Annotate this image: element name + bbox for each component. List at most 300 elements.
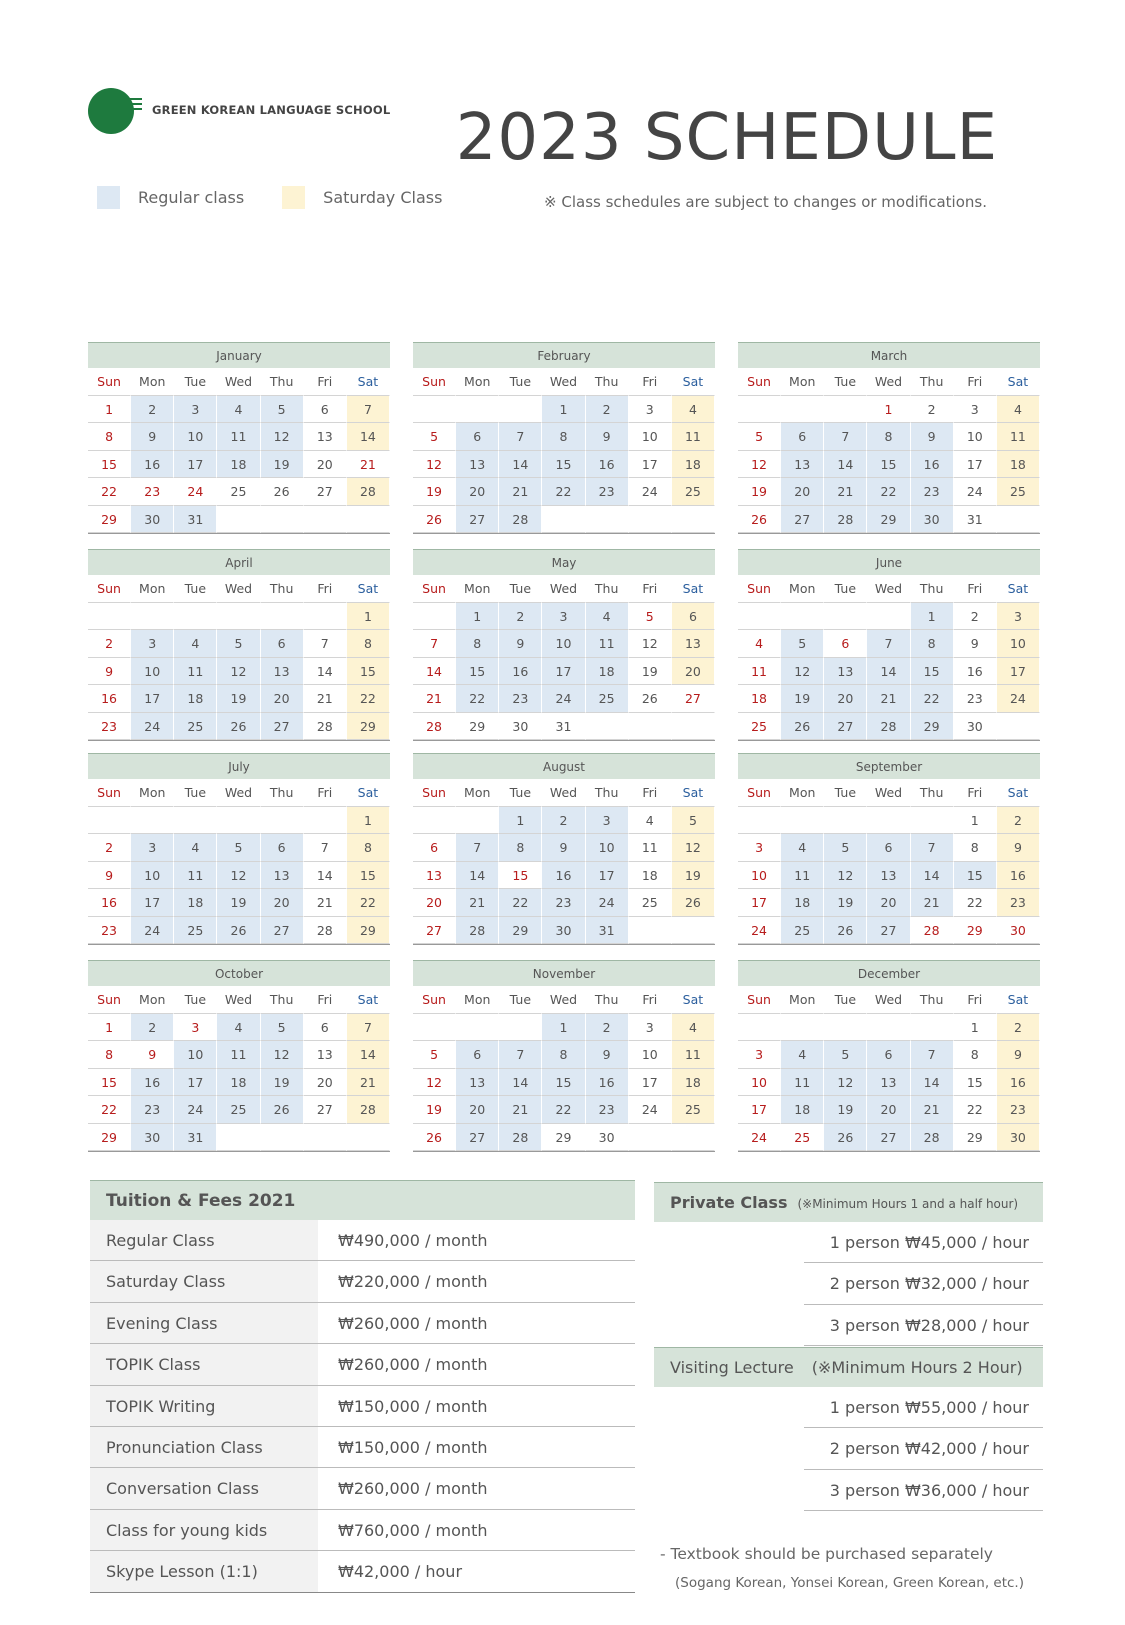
fee-label: TOPIK Class [90, 1344, 318, 1384]
calendar-day: 13 [867, 862, 910, 890]
weekday-header: Tue [174, 575, 217, 603]
calendar-day: 21 [304, 685, 347, 713]
calendar-empty-cell [456, 807, 499, 835]
calendar-day: 21 [911, 1096, 954, 1124]
weekday-header: Wed [867, 368, 910, 396]
calendar-day: 12 [261, 423, 304, 451]
fee-label: Evening Class [90, 1303, 318, 1343]
calendar-day: 2 [911, 396, 954, 424]
calendar-day: 22 [542, 478, 585, 506]
calendar-day: 23 [131, 478, 174, 506]
calendar-month [413, 753, 715, 945]
calendar-empty-cell [347, 1124, 390, 1152]
calendar-day: 20 [304, 451, 347, 479]
weekday-header: Tue [499, 779, 542, 807]
calendar-day: 5 [824, 834, 867, 862]
weekday-header: Wed [542, 575, 585, 603]
calendar-day: 31 [174, 1124, 217, 1152]
calendar-day: 16 [131, 451, 174, 479]
calendar-day: 19 [629, 658, 672, 686]
calendar-day: 18 [672, 1069, 715, 1097]
calendar-day: 18 [672, 451, 715, 479]
calendar-day: 31 [542, 713, 585, 741]
fee-row [90, 1261, 635, 1302]
calendar-day: 24 [954, 478, 997, 506]
calendar-day: 20 [867, 1096, 910, 1124]
weekday-header: Mon [781, 368, 824, 396]
calendar-day: 14 [304, 862, 347, 890]
calendar-day: 20 [413, 889, 456, 917]
calendar-day: 28 [347, 1096, 390, 1124]
calendar-day: 25 [217, 478, 260, 506]
weekday-header: Sat [347, 368, 390, 396]
weekday-header: Fri [954, 779, 997, 807]
calendar-day: 17 [997, 658, 1040, 686]
weekday-header: Tue [824, 368, 867, 396]
calendar-day: 3 [586, 807, 629, 835]
calendar-day: 11 [586, 630, 629, 658]
calendar-day: 1 [347, 807, 390, 835]
calendar-day: 23 [954, 685, 997, 713]
calendar-day: 11 [629, 834, 672, 862]
calendar-day: 6 [867, 834, 910, 862]
calendar-day: 10 [997, 630, 1040, 658]
month-name: February [413, 342, 715, 368]
calendar-day: 21 [824, 478, 867, 506]
calendar-day: 4 [629, 807, 672, 835]
weekday-header: Mon [456, 368, 499, 396]
calendar-day: 10 [954, 423, 997, 451]
calendar-day: 8 [911, 630, 954, 658]
calendar-day: 3 [954, 396, 997, 424]
calendar-day: 25 [174, 713, 217, 741]
calendar-day: 7 [499, 1041, 542, 1069]
calendar-empty-cell [131, 603, 174, 631]
calendar-day: 12 [738, 451, 781, 479]
calendar-day: 28 [499, 506, 542, 534]
tuition-fees-title: Tuition & Fees 2021 [90, 1180, 635, 1220]
fee-row [90, 1551, 635, 1592]
month-name: June [738, 549, 1040, 575]
calendar-day: 30 [911, 506, 954, 534]
calendar-day: 23 [586, 1096, 629, 1124]
calendar-day: 27 [867, 917, 910, 945]
calendar-day: 16 [542, 862, 585, 890]
weekday-header: Sun [88, 368, 131, 396]
calendar-day: 26 [217, 713, 260, 741]
calendar-day: 22 [911, 685, 954, 713]
calendar-day: 3 [629, 396, 672, 424]
calendar-day: 28 [304, 713, 347, 741]
calendar-day: 18 [217, 451, 260, 479]
calendar-empty-cell [738, 396, 781, 424]
calendar-day: 13 [456, 451, 499, 479]
calendar-day: 27 [261, 713, 304, 741]
calendar-day: 31 [954, 506, 997, 534]
calendar-day: 17 [174, 451, 217, 479]
weekday-header: Wed [867, 986, 910, 1014]
calendar-day: 29 [911, 713, 954, 741]
calendar-day: 23 [88, 917, 131, 945]
calendar-day: 28 [304, 917, 347, 945]
calendar-day: 18 [781, 889, 824, 917]
calendar-empty-cell [174, 807, 217, 835]
calendar-empty-cell [413, 1014, 456, 1042]
calendar-empty-cell [217, 807, 260, 835]
calendar-day: 2 [88, 630, 131, 658]
calendar-day: 24 [738, 917, 781, 945]
weekday-header: Tue [499, 986, 542, 1014]
calendar-empty-cell [413, 603, 456, 631]
weekday-header: Fri [954, 368, 997, 396]
calendar-day: 14 [347, 423, 390, 451]
calendar-day: 4 [217, 1014, 260, 1042]
calendar-day: 28 [911, 1124, 954, 1152]
fee-row [90, 1303, 635, 1344]
calendar-day: 7 [867, 630, 910, 658]
calendar-empty-cell [304, 807, 347, 835]
calendar-day: 11 [672, 1041, 715, 1069]
weekday-header: Thu [261, 779, 304, 807]
calendar-day: 6 [261, 834, 304, 862]
calendar-empty-cell [781, 1014, 824, 1042]
weekday-header: Tue [174, 986, 217, 1014]
weekday-header: Mon [131, 368, 174, 396]
calendar-day: 31 [174, 506, 217, 534]
calendar-day: 4 [781, 834, 824, 862]
weekday-header: Sat [347, 779, 390, 807]
calendar-day: 21 [499, 1096, 542, 1124]
calendar-day: 7 [824, 423, 867, 451]
weekday-header: Fri [954, 986, 997, 1014]
calendar-day: 3 [629, 1014, 672, 1042]
calendar-day: 4 [586, 603, 629, 631]
weekday-header: Sat [672, 368, 715, 396]
weekday-header: Thu [261, 575, 304, 603]
weekday-header: Sat [997, 368, 1040, 396]
calendar-day: 30 [586, 1124, 629, 1152]
weekday-header: Fri [304, 575, 347, 603]
calendar-day: 7 [347, 1014, 390, 1042]
visiting-lecture-header [654, 1347, 1043, 1387]
weekday-header: Mon [131, 575, 174, 603]
calendar-day: 25 [997, 478, 1040, 506]
fee-label: Class for young kids [90, 1510, 318, 1550]
calendar-empty-cell [867, 807, 910, 835]
calendar-day: 28 [867, 713, 910, 741]
calendar-day: 10 [131, 862, 174, 890]
calendar-day: 20 [261, 889, 304, 917]
calendar-day: 9 [88, 658, 131, 686]
calendar-day: 1 [499, 807, 542, 835]
weekday-header: Sat [347, 986, 390, 1014]
weekday-header: Mon [456, 779, 499, 807]
weekday-header: Wed [217, 779, 260, 807]
calendar-day: 7 [347, 396, 390, 424]
calendar-day: 11 [738, 658, 781, 686]
private-class-note: (※Minimum Hours 1 and a half hour) [797, 1197, 1019, 1211]
calendar-day: 8 [542, 1041, 585, 1069]
calendar-empty-cell [456, 396, 499, 424]
fee-label: Regular Class [90, 1220, 318, 1260]
fee-row [90, 1386, 635, 1427]
calendar-day: 11 [781, 862, 824, 890]
fee-value: ₩760,000 / month [338, 1520, 488, 1540]
private-rate-row: 2 person ₩32,000 / hour [804, 1263, 1043, 1304]
calendar-day: 26 [824, 1124, 867, 1152]
weekday-header: Fri [304, 986, 347, 1014]
weekday-header: Sat [347, 575, 390, 603]
month-name: April [88, 549, 390, 575]
calendar-day: 2 [997, 807, 1040, 835]
calendar-month [413, 960, 715, 1152]
calendar-empty-cell [672, 1124, 715, 1152]
calendar-day: 19 [413, 1096, 456, 1124]
calendar-day: 1 [88, 396, 131, 424]
calendar-day: 6 [456, 423, 499, 451]
logo-mark-icon [122, 98, 142, 118]
calendar-empty-cell [174, 603, 217, 631]
calendar-day: 29 [88, 1124, 131, 1152]
calendar-day: 8 [88, 1041, 131, 1069]
calendar-day: 1 [542, 396, 585, 424]
calendar-day: 8 [88, 423, 131, 451]
calendar-day: 15 [499, 862, 542, 890]
calendar-day: 30 [997, 917, 1040, 945]
calendar-day: 15 [347, 862, 390, 890]
calendar-empty-cell [738, 807, 781, 835]
calendar-day: 10 [174, 423, 217, 451]
calendar-day: 20 [456, 478, 499, 506]
calendar-day: 22 [456, 685, 499, 713]
calendar-day: 2 [131, 1014, 174, 1042]
calendar-day: 27 [672, 685, 715, 713]
visiting-lecture-title: Visiting Lecture [670, 1358, 794, 1377]
calendar-day: 29 [347, 917, 390, 945]
calendar-empty-cell [304, 603, 347, 631]
calendar-day: 22 [347, 889, 390, 917]
calendar-day: 30 [131, 506, 174, 534]
weekday-header: Sun [738, 779, 781, 807]
calendar-day: 14 [867, 658, 910, 686]
calendar-day: 6 [304, 1014, 347, 1042]
weekday-header: Mon [781, 779, 824, 807]
calendar-day: 30 [954, 713, 997, 741]
calendar-day: 17 [542, 658, 585, 686]
weekday-header: Mon [131, 986, 174, 1014]
calendar-day: 5 [217, 630, 260, 658]
calendar-day: 26 [261, 478, 304, 506]
calendar-day: 10 [629, 1041, 672, 1069]
calendar-month [88, 342, 390, 534]
calendar-day: 22 [347, 685, 390, 713]
calendar-day: 3 [131, 630, 174, 658]
weekday-header: Sun [738, 575, 781, 603]
fee-row [90, 1427, 635, 1468]
page-title: 2023 SCHEDULE [455, 101, 998, 175]
calendar-day: 12 [413, 1069, 456, 1097]
calendar-day: 8 [456, 630, 499, 658]
calendar-day: 17 [174, 1069, 217, 1097]
calendar-day: 18 [586, 658, 629, 686]
calendar-day: 26 [781, 713, 824, 741]
calendar-day: 17 [629, 1069, 672, 1097]
weekday-header: Sun [413, 575, 456, 603]
fee-value: ₩150,000 / month [338, 1396, 488, 1416]
calendar-day: 9 [586, 1041, 629, 1069]
calendar-month [88, 549, 390, 741]
calendar-day: 27 [456, 1124, 499, 1152]
calendar-day: 20 [261, 685, 304, 713]
calendar-empty-cell [217, 1124, 260, 1152]
weekday-header: Wed [542, 368, 585, 396]
visiting-rate-row: 3 person ₩36,000 / hour [804, 1470, 1043, 1511]
calendar-empty-cell [499, 396, 542, 424]
weekday-header: Thu [586, 575, 629, 603]
calendar-day: 12 [629, 630, 672, 658]
calendar-day: 23 [131, 1096, 174, 1124]
calendar-day: 23 [88, 713, 131, 741]
calendar-month [738, 549, 1040, 741]
calendar-day: 1 [88, 1014, 131, 1042]
calendar-day: 7 [413, 630, 456, 658]
private-rate-row: 3 person ₩28,000 / hour [804, 1305, 1043, 1346]
calendar-day: 24 [738, 1124, 781, 1152]
month-name: January [88, 342, 390, 368]
calendar-day: 10 [131, 658, 174, 686]
calendar-day: 13 [261, 658, 304, 686]
calendar-day: 5 [261, 1014, 304, 1042]
calendar-empty-cell [456, 1014, 499, 1042]
fee-label: Saturday Class [90, 1261, 318, 1301]
calendar-day: 17 [738, 1096, 781, 1124]
calendar-empty-cell [824, 1014, 867, 1042]
weekday-header: Sun [738, 368, 781, 396]
weekday-header: Mon [781, 986, 824, 1014]
calendar-day: 5 [781, 630, 824, 658]
calendar-day: 1 [456, 603, 499, 631]
calendar-day: 6 [824, 630, 867, 658]
calendar-day: 30 [997, 1124, 1040, 1152]
calendar-day: 14 [824, 451, 867, 479]
textbook-note: - Textbook should be purchased separately [660, 1545, 993, 1563]
visiting-rate-row: 2 person ₩42,000 / hour [804, 1428, 1043, 1469]
calendar-day: 4 [217, 396, 260, 424]
calendar-day: 15 [347, 658, 390, 686]
calendar-day: 16 [131, 1069, 174, 1097]
month-name: August [413, 753, 715, 779]
calendar-day: 28 [911, 917, 954, 945]
visiting-rate-row: 1 person ₩55,000 / hour [804, 1387, 1043, 1428]
calendar-day: 8 [347, 834, 390, 862]
calendar-empty-cell [781, 396, 824, 424]
calendar-day: 17 [131, 685, 174, 713]
calendar-day: 19 [824, 889, 867, 917]
weekday-header: Sat [997, 779, 1040, 807]
calendar-day: 28 [499, 1124, 542, 1152]
private-class-table [654, 1182, 1043, 1346]
calendar-day: 12 [217, 862, 260, 890]
month-name: October [88, 960, 390, 986]
calendar-day: 17 [131, 889, 174, 917]
calendar-day: 7 [911, 834, 954, 862]
weekday-header: Sat [997, 986, 1040, 1014]
calendar-day: 8 [499, 834, 542, 862]
calendar-day: 11 [174, 658, 217, 686]
weekday-header: Mon [456, 575, 499, 603]
calendar-day: 4 [997, 396, 1040, 424]
calendar-day: 25 [781, 1124, 824, 1152]
fee-value: ₩150,000 / month [338, 1437, 488, 1457]
fee-row [90, 1510, 635, 1551]
calendar-day: 6 [413, 834, 456, 862]
calendar-empty-cell [261, 807, 304, 835]
calendar-day: 6 [781, 423, 824, 451]
calendar-day: 14 [911, 1069, 954, 1097]
calendar-day: 22 [88, 478, 131, 506]
calendar-empty-cell [629, 506, 672, 534]
weekday-header: Thu [586, 986, 629, 1014]
calendar-day: 3 [738, 834, 781, 862]
calendar-day: 15 [954, 862, 997, 890]
legend-saturday-label: Saturday Class [323, 188, 443, 207]
schedule-notice: ※ Class schedules are subject to changes or modifications. [544, 193, 987, 211]
weekday-header: Sat [672, 575, 715, 603]
calendar-day: 4 [174, 630, 217, 658]
calendar-day: 19 [738, 478, 781, 506]
calendar-empty-cell [88, 807, 131, 835]
calendar-empty-cell [781, 807, 824, 835]
calendar-day: 25 [174, 917, 217, 945]
calendar-day: 8 [542, 423, 585, 451]
fee-value: ₩490,000 / month [338, 1231, 488, 1250]
calendar-day: 9 [88, 862, 131, 890]
calendar-empty-cell [88, 603, 131, 631]
calendar-day: 23 [911, 478, 954, 506]
calendar-day: 27 [824, 713, 867, 741]
calendar-day: 14 [911, 862, 954, 890]
visiting-lecture-table [654, 1347, 1043, 1511]
weekday-header: Sat [997, 575, 1040, 603]
calendar-day: 27 [456, 506, 499, 534]
calendar-day: 14 [347, 1041, 390, 1069]
calendar-empty-cell [304, 1124, 347, 1152]
calendar-day: 6 [456, 1041, 499, 1069]
calendar-empty-cell [413, 396, 456, 424]
calendar-day: 6 [261, 630, 304, 658]
month-name: July [88, 753, 390, 779]
fee-label: Skype Lesson (1:1) [90, 1551, 318, 1591]
calendar-empty-cell [824, 807, 867, 835]
calendar-empty-cell [672, 713, 715, 741]
calendar-day: 9 [131, 423, 174, 451]
calendar-day: 21 [499, 478, 542, 506]
calendar-day: 21 [413, 685, 456, 713]
calendar-day: 14 [456, 862, 499, 890]
month-name: December [738, 960, 1040, 986]
fee-label: Conversation Class [90, 1468, 318, 1508]
calendar-day: 29 [542, 1124, 585, 1152]
calendar-empty-cell [867, 603, 910, 631]
calendar-day: 26 [738, 506, 781, 534]
calendar-day: 15 [456, 658, 499, 686]
calendar-day: 7 [304, 834, 347, 862]
calendar-day: 19 [824, 1096, 867, 1124]
calendar-empty-cell [413, 807, 456, 835]
calendar-day: 5 [824, 1041, 867, 1069]
calendar-day: 8 [954, 834, 997, 862]
calendar-day: 6 [672, 603, 715, 631]
